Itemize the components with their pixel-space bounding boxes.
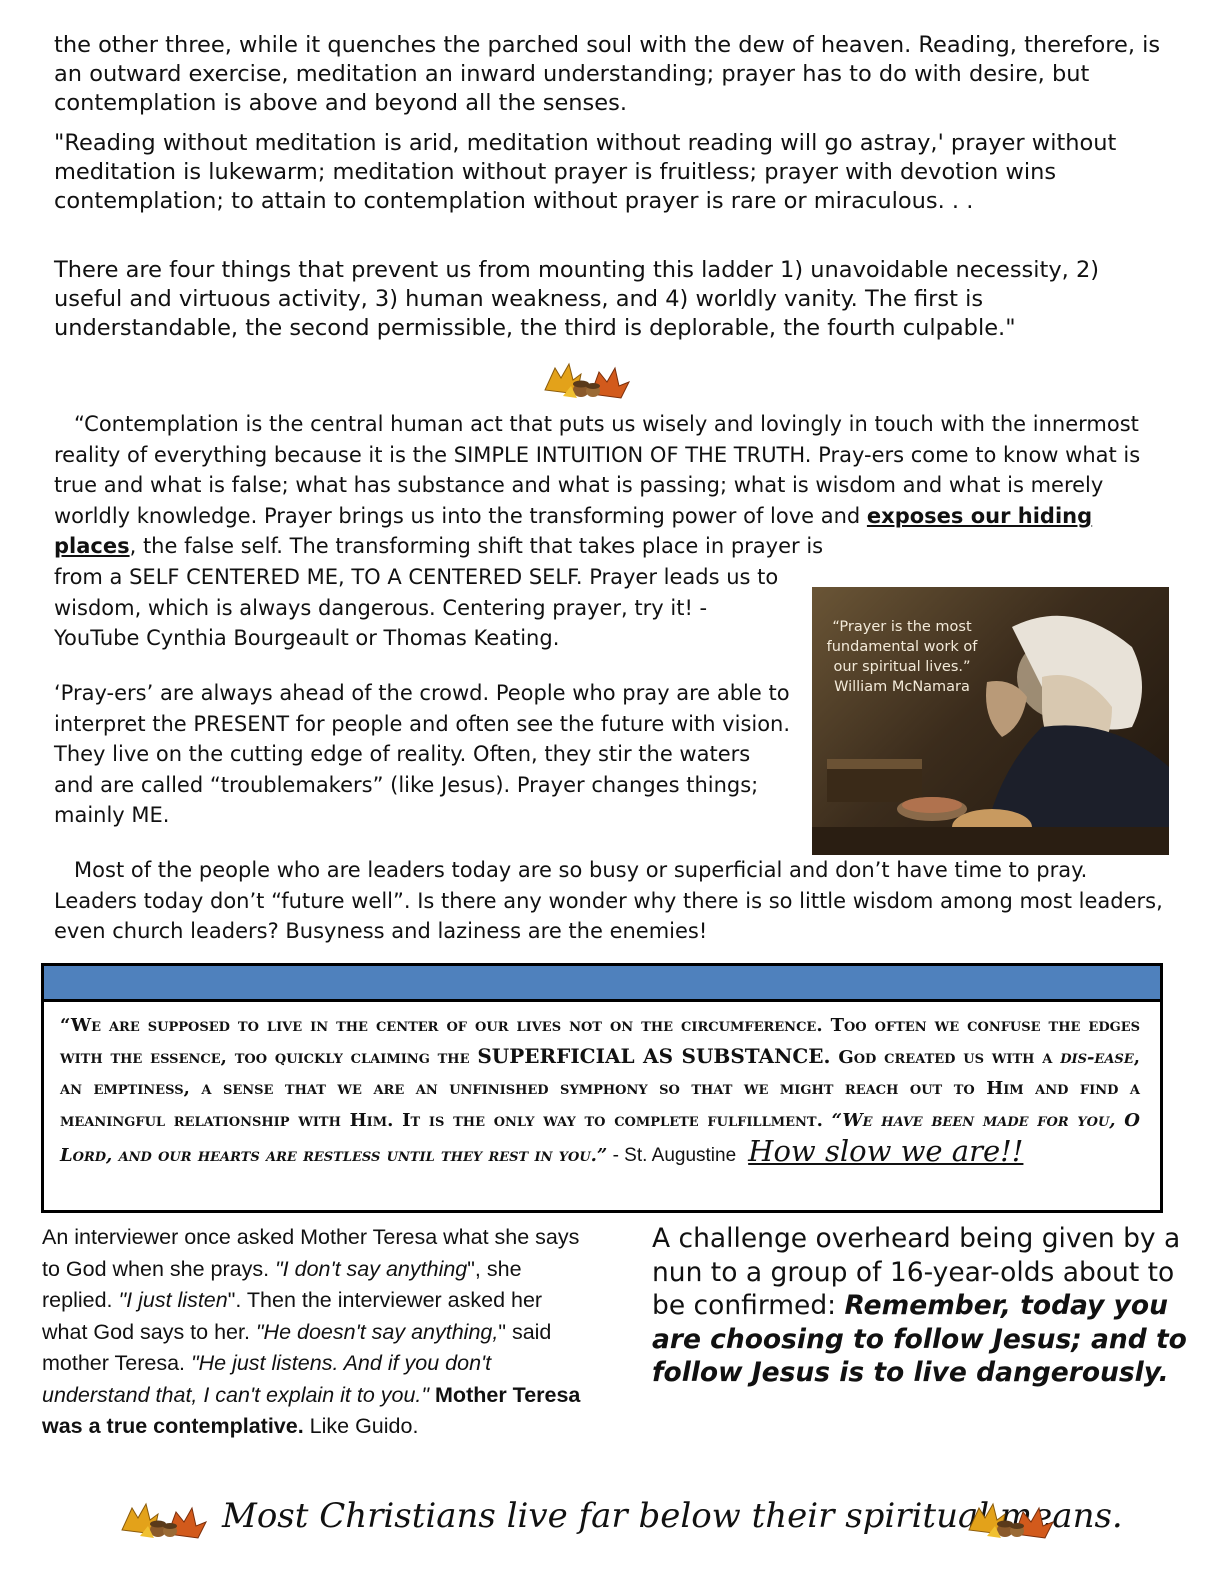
quote-box [41,963,1163,1213]
praying-man-photo [812,587,1169,855]
leaders-paragraph: Most of the people who are leaders today are so busy or superficial and don’t have time to pray. Leaders today don’t “future well”. Is there any wonder why there is so little wisdom among most leaders, even church leaders? Busyness and laziness are the enemies! [54,858,1170,944]
photo-quote: “Prayer is the most fundamental work of our spiritual lives.” William McNamara [812,617,992,697]
how-slow-remark: How slow we are!! [748,1133,1024,1168]
contemplation-text-after: , the false self. The transforming shift that takes place in prayer is [129,534,824,559]
nun-challenge-emphasis: Remember, today you are choosing to follow Jesus; and to follow Jesus is to live dangerously. [652,1290,1187,1388]
prayers-paragraph: ‘Pray-ers’ are always ahead of the crowd. People who pray are able to interpret the PRESENT for people and often see the future with vision. They live on the cutting edge of reality. Often, they stir the waters and are called “troublemakers” (like Jesus). Prayer changes things; mainly ME. [54,681,791,828]
quote-box-text: “We are supposed to live in the center of our lives not on the circumference. Too often we confuse the edges with the essence, too quickly claiming the SUPERFICIAL AS SUBSTANCE. God created us with a dis-ease, an emptiness, a sense that we are an unfinished symphony so that we might reach out to Him and find a meaningful relationship with Him. It is the only way to complete fulfillment. “We have been made for you, O Lord, and our hearts are restless until they rest in you.” - St. Augustine How slow we are!! [60,1015,1141,1168]
closing-line: Most Christians live far below their spiritual means. [222,1496,1123,1536]
reading-paragraph: "Reading without meditation is arid, meditation without reading will go astray,' prayer without meditation is lukewarm; meditation without prayer is fruitless; prayer with devotion wins contemplation; to attain to contemplation without prayer is rare or miraculous. . . [54,130,1117,214]
ladder-paragraph: There are four things that prevent us from mounting this ladder 1) unavoidable necessity, 2) useful and virtuous activity, 3) human weakness, and 4) worldly vanity. The first is understandable, the second permissible, the third is deplorable, the fourth culpable." [54,257,1100,341]
quote-box-header-bar [44,966,1160,1002]
nun-challenge-paragraph: A challenge overheard being given by a nun to a group of 16-year-olds about to be confirmed: Remember, today you are choosing to follow Jesus; and to follow Jesus is to live dangerously. [652,1223,1187,1388]
contemplation-text: “Contemplation is the central human act that puts us wisely and lovingly in touch with the innermost reality of everything because it is the SIMPLE INTUITION OF THE TRUTH. Pray-ers come to know what is true and what is false; what has substance and what is passing; what is wisdom and what is merely worldly knowledge. Prayer brings us into the transforming power of love and [54,412,1147,528]
intro-paragraph: the other three, while it quenches the parched soul with the dew of heaven. Reading, therefore, is an outward exercise, meditation an inward understanding; prayer has to do with desire, but contemplation is above and beyond all the senses. [54,32,1161,116]
autumn-leaves-icon [541,360,631,400]
hiding-places-emphasis: exposes our hiding places [54,503,1093,559]
augustine-quote: “We have been made for you, O Lord, and our hearts are restless until they rest in you.” [60,1109,1140,1166]
autumn-leaves-right-icon [965,1500,1055,1540]
attribution: - St. Augustine [607,1144,737,1166]
mother-teresa-paragraph: An interviewer once asked Mother Teresa what she says to God when she prays. "I don't say anything", she replied. "I just listen". Then the interviewer asked her what God says to her. "He doesn't say anything," said mother Teresa. "He just listens. And if you don't understand that, I can't explain it to you." Mother Teresa was a true contemplative. Like Guido. [42,1225,581,1438]
quote-author: William McNamara [834,679,970,695]
centered-self-paragraph: from a SELF CENTERED ME, TO A CENTERED SELF. Prayer leads us to wisdom, which is always dangerous. Centering prayer, try it! - YouTube Cynthia Bourgeault or Thomas Keating. [54,565,779,651]
contemplation-paragraph [54,409,1174,562]
autumn-leaves-left-icon [118,1500,208,1540]
